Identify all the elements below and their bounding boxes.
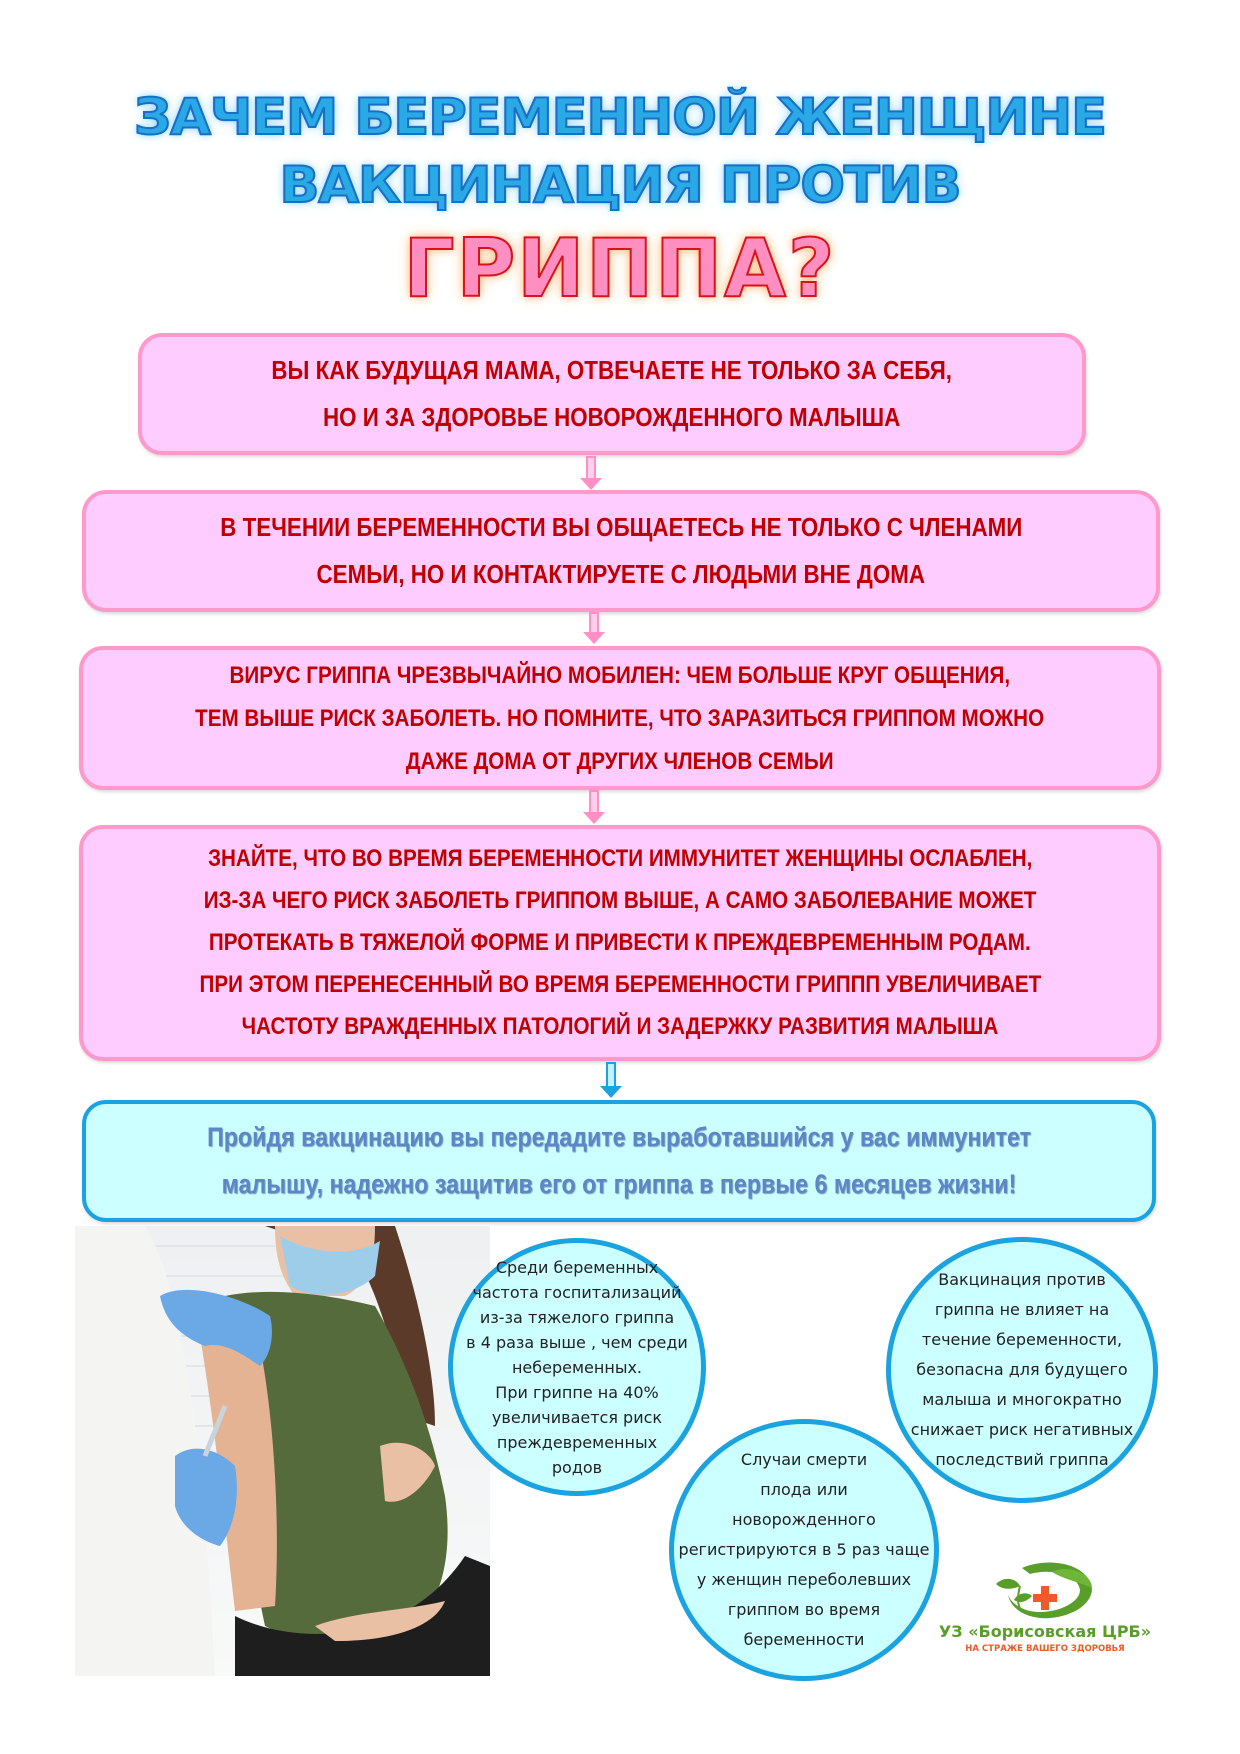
fact-line: Вакцинация против bbox=[938, 1270, 1106, 1289]
flow-box-contacts bbox=[82, 490, 1160, 612]
flow-box-line: ПРОТЕКАТЬ В ТЯЖЕЛОЙ ФОРМЕ И ПРИВЕСТИ К ПРЕЖДЕВРЕМЕННЫМ РОДАМ. bbox=[209, 929, 1031, 956]
flow-box-conclusion bbox=[82, 1100, 1156, 1222]
hospital-logo bbox=[930, 1560, 1160, 1670]
flow-box-future-mom bbox=[138, 333, 1086, 455]
flow-box-line: ЧАСТОТУ ВРАЖДЕННЫХ ПАТОЛОГИЙ И ЗАДЕРЖКУ РАЗВИТИЯ МАЛЫША bbox=[241, 1013, 999, 1040]
fact-line: При гриппе на 40% bbox=[495, 1382, 659, 1402]
fact-line: частота госпитализаций bbox=[472, 1282, 682, 1302]
fact-line: последствий гриппа bbox=[935, 1450, 1109, 1469]
logo-slogan: НА СТРАЖЕ ВАШЕГО ЗДОРОВЬЯ bbox=[965, 1644, 1125, 1654]
flow-box-line: ДАЖЕ ДОМА ОТ ДРУГИХ ЧЛЕНОВ СЕМЬИ bbox=[406, 747, 834, 775]
flow-box-line: Пройдя вакцинацию вы передадите выработавшийся у вас иммунитет bbox=[207, 1122, 1031, 1152]
title-line-1: ЗАЧЕМ БЕРЕМЕННОЙ ЖЕНЩИНЕ bbox=[133, 88, 1107, 146]
fact-line: увеличивается риск bbox=[491, 1407, 663, 1427]
flow-box-line: В ТЕЧЕНИИ БЕРЕМЕННОСТИ ВЫ ОБЩАЕТЕСЬ НЕ ТОЛЬКО С ЧЛЕНАМИ bbox=[219, 512, 1023, 542]
fact-line: регистрируются в 5 раз чаще bbox=[678, 1540, 930, 1559]
fact-line: снижает риск негативных bbox=[910, 1420, 1134, 1439]
fact-line: новорожденного bbox=[732, 1510, 876, 1529]
fact-line: беременности bbox=[743, 1630, 865, 1649]
logo-name: УЗ «Борисовская ЦРБ» bbox=[938, 1622, 1152, 1641]
flow-box-virus-mobility bbox=[79, 646, 1161, 790]
fact-line: малыша и многократно bbox=[922, 1390, 1122, 1409]
fact-line: гриппом во время bbox=[727, 1600, 881, 1619]
flow-box-line: ПРИ ЭТОМ ПЕРЕНЕСЕННЫЙ ВО ВРЕМЯ БЕРЕМЕННОСТИ ГРИППП УВЕЛИЧИВАЕТ bbox=[199, 971, 1041, 998]
flow-box-line: ИЗ-ЗА ЧЕГО РИСК ЗАБОЛЕТЬ ГРИППОМ ВЫШЕ, А САМО ЗАБОЛЕВАНИЕ МОЖЕТ bbox=[203, 887, 1037, 914]
fact-circle-mortality bbox=[669, 1419, 939, 1681]
fact-circle-hospitalization bbox=[448, 1238, 706, 1496]
fact-line: безопасна для будущего bbox=[916, 1360, 1128, 1379]
fact-line: гриппа не влияет на bbox=[934, 1300, 1110, 1319]
fact-line: в 4 раза выше , чем среди bbox=[466, 1332, 688, 1352]
vaccination-photo bbox=[75, 1226, 490, 1676]
fact-line: из-за тяжелого гриппа bbox=[479, 1307, 675, 1327]
title-line-3: ГРИППА? bbox=[403, 222, 837, 315]
title-line-2: ВАКЦИНАЦИЯ ПРОТИВ bbox=[279, 156, 961, 214]
fact-line: Случаи смерти bbox=[740, 1450, 868, 1469]
fact-line: течение беременности, bbox=[921, 1330, 1123, 1349]
fact-line: Среди беременных bbox=[495, 1257, 659, 1277]
flow-box-line: ВЫ КАК БУДУЩАЯ МАМА, ОТВЕЧАЕТЕ НЕ ТОЛЬКО ЗА СЕБЯ, bbox=[271, 355, 953, 385]
flow-box-line: СЕМЬИ, НО И КОНТАКТИРУЕТЕ С ЛЮДЬМИ ВНЕ ДОМА bbox=[316, 559, 926, 589]
fact-circle-vaccine-safety bbox=[886, 1237, 1158, 1503]
fact-line: преждевременных bbox=[496, 1432, 658, 1452]
flow-box-immunity bbox=[79, 825, 1161, 1061]
leaf-cross-logo-icon bbox=[930, 1560, 1160, 1622]
pregnant-woman-vaccination-illustration bbox=[75, 1226, 490, 1676]
fact-line: родов bbox=[551, 1457, 603, 1477]
flow-box-line: малышу, надежно защитив его от гриппа в первые 6 месяцев жизни! bbox=[221, 1169, 1017, 1199]
flow-box-line: ВИРУС ГРИППА ЧРЕЗВЫЧАЙНО МОБИЛЕН: ЧЕМ БОЛЬШЕ КРУГ ОБЩЕНИЯ, bbox=[229, 661, 1011, 689]
fact-line: у женщин переболевших bbox=[696, 1570, 912, 1589]
fact-line: небеременных. bbox=[511, 1357, 643, 1377]
flow-box-line: НО И ЗА ЗДОРОВЬЕ НОВОРОЖДЕННОГО МАЛЫША bbox=[323, 402, 901, 432]
fact-line: плода или bbox=[760, 1480, 848, 1499]
flow-box-line: ТЕМ ВЫШЕ РИСК ЗАБОЛЕТЬ. НО ПОМНИТЕ, ЧТО ЗАРАЗИТЬСЯ ГРИППОМ МОЖНО bbox=[195, 704, 1045, 732]
flow-box-line: ЗНАЙТЕ, ЧТО ВО ВРЕМЯ БЕРЕМЕННОСТИ ИММУНИТЕТ ЖЕНЩИНЫ ОСЛАБЛЕН, bbox=[207, 845, 1033, 872]
